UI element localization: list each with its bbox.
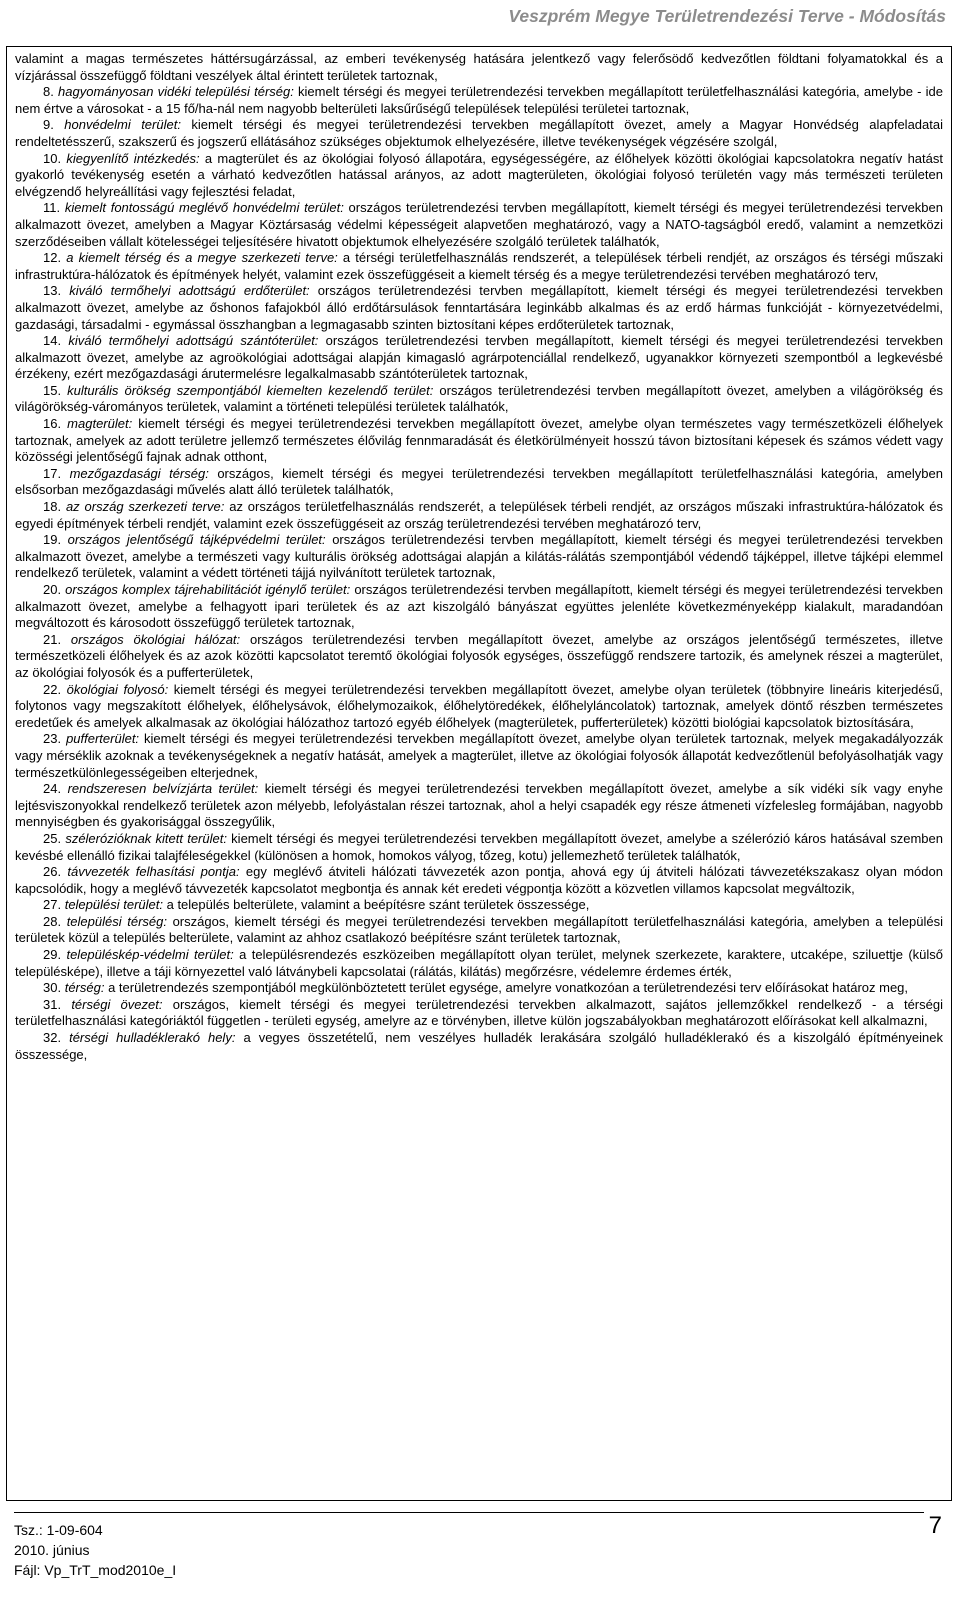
- item-text: kiemelt térségi és megyei területrendezési tervekben megállapított övezet, amelybe a szélerózió káros hatásával szemben kevésbé ellenálló fizikai talajféleségekkel (különösen a homok, homokos vályog, tőzeg, kotu) jellemezhető területek találhatók,: [15, 830, 943, 863]
- item-text: országos, kiemelt térségi és megyei területrendezési tervekben megállapított területfelhasználási kategória, amelyben a települési területek közül a település belterülete, valamint az ahhoz csatlakozó beépítésre szánt területek tartoznak,: [15, 913, 943, 946]
- item-term: országos komplex tájrehabilitációt igénylő terület:: [65, 582, 351, 597]
- definition-item: [15, 947, 943, 980]
- definition-item: [15, 466, 943, 499]
- item-number: 9.: [43, 117, 54, 133]
- item-text: országos területrendezési tervben megállapított, kiemelt térségi és megyei területrendezési tervekben alkalmazott övezet, amelyben a Magyar Köztársaság védelmi képességeit alapvetően meghatározó, vagy a NATO-tagságból eredő, valamint a nemzetközi szerződéseiben vállalt kötelességei teljesítésére hivatott objektumok elhelyezésére szolgáló területek találhatók,: [15, 200, 944, 249]
- footer-filename: Fájl: Vp_TrT_mod2010e_I: [14, 1562, 177, 1578]
- definition-item: [15, 897, 943, 914]
- item-text: országos területrendezési tervben megállapított, kiemelt térségi és megyei területrendezési tervekben alkalmazott övezet, amelybe az agroökológiai adottságai alapján kimagasló agrárpotenciállal rendelkező, ugyanakkor környezeti szempontból a legkevésbé érzékeny, ezért mezőgazdasági árutermelésre legalkalmasabb szántóterületek tartoznak,: [15, 333, 943, 382]
- definition-item: [15, 283, 943, 333]
- item-number: 23.: [43, 731, 62, 747]
- definition-item: [15, 682, 943, 732]
- item-number: 24.: [43, 781, 62, 797]
- item-term: hagyományosan vidéki települési térség:: [58, 84, 294, 100]
- definition-item: [15, 151, 943, 201]
- item-text: egy meglévő átviteli hálózati távvezeték azon pontja, ahová egy új átviteli hálózati távvezetékszakasz olyan módon kapcsolódik, hogy a meglévő távvezeték kapcsolatot megbontja és annak két eredeti végpontja között a közvetlen villamos kapcsolat megváltozik,: [15, 864, 943, 896]
- item-text: a település belterülete, valamint a beépítésre szánt területek összessége,: [162, 897, 590, 913]
- item-text: országos területrendezési tervben megállapított övezet, amelyben a világörökség és világörökség-várományos területek, valamint a történeti települési területek találhatók,: [15, 382, 943, 415]
- definition-item: [15, 250, 943, 283]
- item-text: országos területrendezési tervben megállapított, kiemelt térségi és megyei területrendezési tervekben alkalmazott övezet, amelybe az őshonos fafajokból álló erdőtársulások fenntartására leginkább alkalmas és az erdő hármas funkcióját - környezetvédelmi, gazdasági, társadalmi - egymással összhangban a legmagasabb szinten biztosítani képes erdőterületek tartoznak,: [15, 283, 943, 332]
- definition-item: [15, 781, 943, 831]
- item-text: a településrendezés eszközeiben megállapított olyan terület, melynek szerkezete, karaktere, utcaképe, sziluettje (külső településképe), illetve a táji környezettel való látványbeli kapcsolatai (rálátás, kilátás) megőrzésre, védelemre érdemes érték,: [15, 947, 943, 979]
- item-term: térség:: [64, 980, 105, 996]
- definition-item: [15, 731, 943, 781]
- item-number: 13.: [43, 283, 62, 299]
- definition-item: [15, 980, 943, 997]
- page-number: 7: [928, 1512, 942, 1539]
- item-term: kiváló termőhelyi adottságú szántóterület:: [68, 333, 319, 349]
- item-term: mezőgazdasági térség:: [69, 465, 209, 481]
- definition-item: [15, 582, 943, 632]
- item-term: települési terület:: [64, 897, 163, 913]
- definition-item: [15, 997, 943, 1030]
- definition-item: [15, 416, 943, 466]
- item-number: 19.: [43, 532, 62, 548]
- definition-item: [15, 117, 943, 150]
- page-footer: [0, 1508, 960, 1597]
- content-body: [15, 51, 943, 1063]
- definition-item: [15, 1030, 943, 1063]
- item-term: térségi hulladéklerakó hely:: [69, 1030, 236, 1046]
- item-term: magterület:: [67, 416, 133, 432]
- item-term: távvezeték felhasítási pontja:: [67, 864, 240, 880]
- item-text: kiemelt térségi és megyei területrendezési tervekben megállapított övezet, amelybe olyan természetes vagy természetközeli élőhelyek tartoznak, amelyek az adott területre jellemző természetes élővilág fennmaradását és életkörülményeit hosszú távon biztosítani képesek és számos védett vagy közösségi jelentőségű fajnak adnak otthont,: [15, 416, 943, 465]
- item-number: 31.: [43, 996, 62, 1012]
- item-term: országos ökológiai hálózat:: [70, 631, 241, 647]
- item-number: 32.: [43, 1030, 62, 1046]
- item-text: kiemelt térségi és megyei területrendezési tervekben megállapított övezet, amelybe a sík vidéki sík vagy enyhe lejtésviszonyokkal rendelkező területek azon mélyebb, lefolyástalan részei tartoznak, ahol a helyi csapadék egy része átmeneti vízfelesleg formájában, nagyobb mennyiségben és gyakorisággal összegyűlik,: [15, 781, 943, 830]
- item-number: 17.: [43, 465, 62, 481]
- item-term: települési térség:: [66, 913, 167, 929]
- definition-item: [15, 914, 943, 947]
- item-number: 14.: [43, 333, 62, 349]
- item-term: honvédelmi terület:: [64, 117, 181, 133]
- item-number: 15.: [43, 382, 62, 398]
- document-title: Veszprém Megye Területrendezési Terve - Módosítás: [508, 6, 946, 26]
- item-term: kiemelt fontosságú meglévő honvédelmi terület:: [64, 200, 344, 216]
- item-number: 16.: [43, 416, 62, 432]
- item-number: 18.: [43, 499, 62, 515]
- item-number: 20.: [43, 582, 62, 597]
- item-number: 8.: [43, 84, 54, 100]
- item-text: országos, kiemelt térségi és megyei területrendezési tervekben megállapított területfelhasználási kategória, amelyben elsősorban mezőgazdasági művelés alatt álló területek találhatók,: [15, 465, 943, 498]
- definition-item: [15, 864, 943, 897]
- item-text: országos, kiemelt térségi és megyei területrendezési tervekben alkalmazott, sajátos jellemzőkkel rendelkező - a térségi területfelhasználási kategóriáktól független - területi egység, amelyre az e törvényben, illetve külön jogszabályokban meghatározott előírásokat kell alkalmazni,: [15, 996, 943, 1029]
- definition-item: [15, 383, 943, 416]
- item-text: kiemelt térségi és megyei területrendezési tervekben megállapított övezet, amelybe olyan területek (többnyire lineáris kiterjedésű, folytonos vagy megszakított élőhelyek, élőhelysávok, élőhelymozaikok, élőhelytöredékek, élőhelyláncolatok) tartoznak, amelyek döntő részben természetes eredetűek és amelyek alkalmasak az ökológiai hálózathoz tartozó egyéb élőhelyek (magterületek, pufferterületek) közötti biológiai kapcsolatok biztosítására,: [15, 681, 943, 730]
- definition-item: [15, 333, 943, 383]
- intro-paragraph: valamint a magas természetes háttérsugárzással, az emberi tevékenység hatására jelentkező vagy felerősödő kedvezőtlen földtani folyamatokkal és a vízjárással összefüggő földtani veszélyek által érintett területek tartoznak,: [15, 51, 943, 83]
- item-text: a vegyes összetételű, nem veszélyes hulladék lerakására szolgáló hulladéklerakó és a kiszolgáló építményeinek összessége,: [15, 1030, 943, 1062]
- item-text: országos területrendezési tervben megállapított övezet, amelybe az országos jelentőségű természetes, illetve természetközeli élőhelyek és az azok közötti kapcsolatot teremtő ökológiai folyosók egységes, összefüggő rendszere tartozik, és amelynek részei a magterület, az ökológiai folyosók és a pufferterületek,: [15, 631, 943, 680]
- item-text: az országos területfelhasználás rendszerét, a települések térbeli rendjét, az országos műszaki infrastruktúra-hálózatok és egyedi építmények térbeli rendjét, valamint ezek összefüggéseit az ország területrendezési tervében meghatározó terv,: [15, 499, 943, 531]
- item-text: a területrendezés szempontjából megkülönböztetett terület egysége, amelyre vonatkozóan a területrendezési terv előírásokat határoz meg,: [104, 980, 909, 996]
- definition-item: [15, 532, 943, 582]
- item-term: pufferterület:: [66, 731, 140, 747]
- item-number: 25.: [43, 830, 62, 846]
- item-term: kulturális örökség szempontjából kiemelten kezelendő terület:: [67, 382, 434, 398]
- item-term: országos jelentőségű tájképvédelmi terület:: [67, 532, 326, 548]
- item-text: országos területrendezési tervben megállapított, kiemelt térségi és megyei területrendezési tervekben alkalmazott övezet, amelybe a felhagyott ipari területek és az azt kiszolgáló bányászat együttes jelenléte következményeképp kialakult, maradandóan megváltozott és károsodott összefüggő területek tartoznak,: [15, 582, 943, 631]
- footer-date: 2010. június: [14, 1542, 90, 1558]
- item-term: rendszeresen belvízjárta terület:: [67, 781, 259, 797]
- item-term: az ország szerkezeti terve:: [65, 499, 225, 515]
- definition-item: [15, 632, 943, 682]
- item-text: országos területrendezési tervben megállapított, kiemelt térségi és megyei területrendezési tervekben alkalmazott övezet, amelybe a természeti vagy kulturális örökség adottságai alapján a kilátás-rálátás szempontjából védendő tájképpel, illetve tájképi elemmel rendelkező területek, valamint a védett történeti tájjá nyilvánított területek tartoznak,: [15, 532, 943, 581]
- item-term: kiváló termőhelyi adottságú erdőterület:: [69, 283, 310, 299]
- definition-item: [15, 84, 943, 117]
- item-term: a kiemelt térség és a megye szerkezeti terve:: [66, 250, 338, 266]
- item-text: kiemelt térségi és megyei területrendezési tervekben megállapított övezet, amely a Magyar Honvédség alapfeladatai rendeltetésszerű, szakszerű és jogszerű ellátásához szükséges objektumok elhelyezésére, illetve tevékenységek végzésére szolgál,: [15, 117, 943, 149]
- item-text: kiemelt térségi és megyei területrendezési tervekben megállapított övezet, amelybe olyan területek tartoznak, melyek megakadályozzák vagy mérséklik azoknak a tevékenységeknek a negatív hatását, amelyek a magterület, illetve az ökológiai folyosók állapotát kedvezőtlenül befolyásolhatják vagy természetkülönlegességeiben elterjednek,: [15, 731, 943, 780]
- item-number: 28.: [43, 913, 62, 929]
- item-text: kiemelt térségi és megyei területrendezési tervekben megállapított területfelhasználási kategória, amelybe - ide nem értve a városokat - a 15 fő/ha-nál nem nagyobb belterületi laksűrűségű települések települési területei tartoznak,: [15, 84, 943, 116]
- definition-item: [15, 200, 943, 250]
- item-number: 12.: [43, 250, 62, 266]
- page-header: [0, 0, 960, 44]
- item-number: 29.: [43, 947, 62, 963]
- item-text: a térségi területfelhasználás rendszerét, a települések térbeli rendjét, az országos és térségi műszaki infrastruktúra-hálózatok és építmények helyét, valamint ezek összefüggéseit a kiemelt térség és a megye területrendezési tervében meghatározó terv,: [15, 250, 943, 282]
- footer-info: [14, 1520, 176, 1580]
- item-number: 26.: [43, 864, 62, 880]
- item-term: településkép-védelmi terület:: [66, 947, 234, 963]
- item-number: 30.: [43, 980, 62, 996]
- item-number: 10.: [43, 150, 62, 166]
- content-frame: [6, 46, 952, 1501]
- item-term: ökológiai folyosó:: [66, 681, 169, 697]
- footer-reference: Tsz.: 1-09-604: [14, 1522, 103, 1538]
- item-text: a magterület és az ökológiai folyosó állapotára, egységességére, az élőhelyek közötti ökológiai kapcsolatokra negatív hatást gyakorló tevékenység esetén a várható kedvezőtlen hatással arányos, az adott magterületen, ökológiai folyosó területén vagy más természeti területen elvégzendő helyreállítási vagy fejlesztési feladat,: [15, 150, 943, 199]
- footer-divider: [14, 1512, 924, 1513]
- definition-item: [15, 831, 943, 864]
- definition-item: [15, 499, 943, 532]
- item-number: 11.: [43, 200, 61, 216]
- item-number: 27.: [43, 897, 62, 913]
- item-term: szélerózióknak kitett terület:: [65, 830, 227, 846]
- item-term: térségi övezet:: [71, 996, 163, 1012]
- item-number: 22.: [43, 681, 62, 697]
- item-number: 21.: [43, 631, 62, 647]
- item-term: kiegyenlítő intézkedés:: [66, 150, 200, 166]
